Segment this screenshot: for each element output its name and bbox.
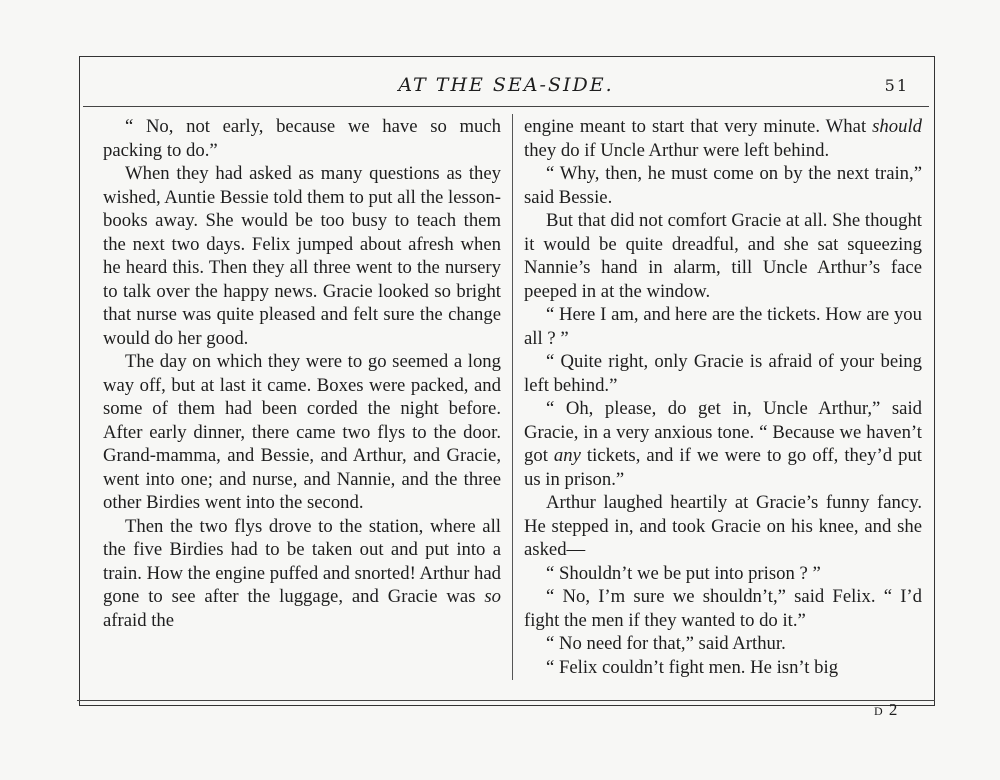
paragraph: “ No need for that,” said Arthur.: [546, 633, 786, 654]
emphasis: so: [484, 586, 501, 607]
header-rule: [83, 106, 929, 107]
paragraph: “ Shouldn’t we be put into prison ? ”: [546, 562, 821, 584]
paragraph: When they had asked as many questions as they wished, Auntie Bessie told them to put all the lesson-books away. She would be too busy to teach them the next two days. Felix jumped about afresh when he heard this. Then they all three went to the nursery to talk over the happy news. Gracie looked so bright that nurse was quite pleased and felt sure the change would do her good.: [103, 163, 501, 349]
text-run: engine meant to start that very minute. What: [524, 116, 873, 137]
paragraph: “ Here I am, and here are the tickets. How are you all ? ”: [524, 304, 922, 349]
text-run: tickets, and if we were to go off, they’d put us in prison.”: [524, 445, 922, 490]
paragraph: “ No, not early, because we have so much packing to do.”: [103, 116, 501, 161]
text-run: they do if Uncle Arthur were left behind.: [524, 139, 830, 161]
column-divider: [512, 114, 513, 680]
signature-letter: D: [874, 704, 884, 718]
right-column: [524, 115, 922, 685]
paragraph: “ No, I’m sure we shouldn’t,” said Felix. “ I’d fight the men if they wanted to do it.”: [524, 586, 922, 631]
left-column: [103, 115, 501, 685]
text-run: afraid the: [103, 609, 175, 631]
text-run: Then the two flys drove to the station, where all the five Birdies had to be taken out and put into a train. How the engine puffed and snorted! Arthur had gone to see after the luggage, and Gracie was: [103, 515, 501, 607]
paragraph: Arthur laughed heartily at Gracie’s funny fancy. He stepped in, and took Gracie on his knee, and she asked—: [524, 492, 922, 560]
paragraph: “ Why, then, he must come on by the next train,” said Bessie.: [524, 163, 922, 208]
page-header: [79, 70, 933, 106]
paragraph: But that did not comfort Gracie at all. She thought it would be quite dreadful, and she sat squeezing Nannie’s hand in alarm, till Uncle Arthur’s face peeped in at the window.: [524, 210, 922, 302]
signature-mark: [874, 700, 898, 720]
running-head: AT THE SEA-SIDE.: [398, 74, 614, 96]
page-number: 51: [884, 76, 909, 95]
paragraph: “ Quite right, only Gracie is afraid of your being left behind.”: [524, 351, 922, 396]
footer-rule: [77, 700, 935, 701]
paragraph-continued: [524, 115, 922, 162]
paragraph: The day on which they were to go seemed a long way off, but at last it came. Boxes were packed, and some of them had been corded the night before. After early dinner, there came two flys to the door. Grand-mamma, and Bessie, and Arthur, and Gracie, went into one; and nurse, and Nannie, and the three other Birdies went into the second.: [103, 351, 501, 513]
text-run: “ Oh, please, do get in, Uncle Arthur,” said Gracie, in a very anxious tone. “ Because we haven’t got: [524, 398, 922, 466]
emphasis: should: [872, 116, 922, 137]
paragraph: “ Felix couldn’t fight men. He isn’t big: [546, 656, 839, 678]
paragraph: [103, 515, 501, 633]
emphasis: any: [553, 445, 581, 466]
signature-number: 2: [888, 700, 899, 719]
paragraph: [524, 397, 922, 491]
